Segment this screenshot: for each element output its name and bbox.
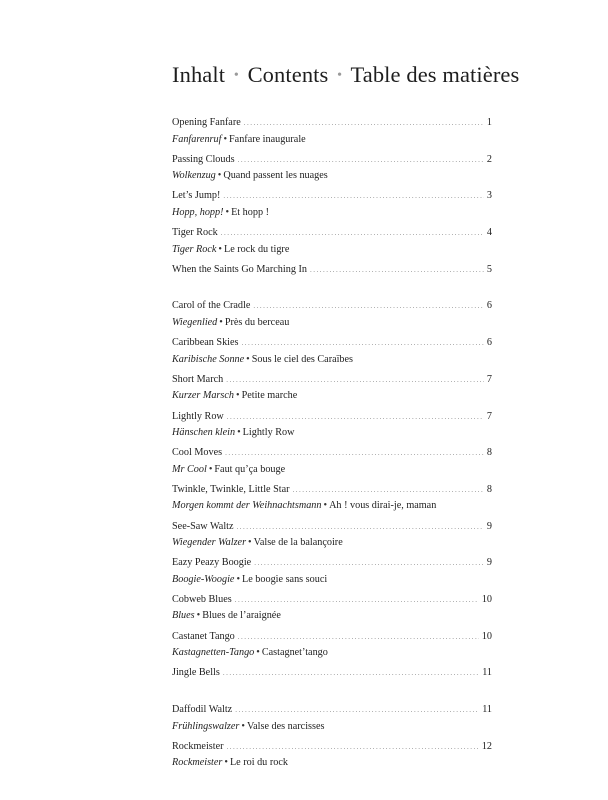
toc-entry[interactable] [172,520,492,557]
toc-entry-german-title: Mr Cool [172,463,207,475]
toc-entry-german-title: Kastagnetten-Tango [172,647,255,659]
toc-entry-main-line [172,410,492,424]
page-title [172,62,519,88]
bullet-separator: • [217,170,222,182]
toc-entry[interactable] [172,226,492,263]
toc-entry-page-number: 9 [486,557,492,569]
toc-entry[interactable] [172,630,492,667]
toc-entry-german-title: Wolkenzug [172,170,216,182]
bullet-separator: • [235,390,240,402]
toc-entry-main-line [172,483,492,497]
toc-entry-french-title: Blues de l’araignée [202,610,281,622]
toc-entry-title: When the Saints Go Marching In [172,263,307,275]
toc-entry-german-title: Hopp, hopp! [172,206,224,218]
dot-leader [221,226,484,240]
toc-entry-subtitle-line [172,389,492,403]
toc-entry-german-title: Wiegenlied [172,316,218,328]
toc-entry-main-line [172,153,492,167]
toc-entry-french-title: Petite marche [241,390,298,402]
toc-entry[interactable] [172,336,492,373]
toc-entry-title: Twinkle, Twinkle, Little Star [172,483,290,495]
toc-entry-title: Daffodil Waltz [172,704,233,715]
toc-entry-page-number: 12 [481,740,492,752]
toc-entry-german-title: Frühlingswalzer [172,720,240,732]
toc-entry[interactable] [172,740,492,777]
dot-leader [253,299,484,313]
toc-entry-title: Eazy Peazy Boogie [172,557,252,569]
toc-entry-main-line [172,556,492,570]
toc-entry-page-number: 8 [486,483,492,495]
toc-entry-subtitle-line [172,720,492,734]
title-separator: • [337,68,343,83]
bullet-separator: • [237,427,241,438]
dot-leader [238,153,484,167]
toc-entry-french-title: Fanfare inaugurale [229,133,306,145]
toc-entry-page-number: 8 [486,447,492,459]
toc-entry-german-title: Tiger Rock [172,243,217,255]
toc-entry[interactable] [172,446,492,483]
toc-entry-main-line [172,116,492,130]
toc-entry-german-title: Kurzer Marsch [172,390,234,402]
toc-entry-page-number: 7 [486,373,492,385]
dot-leader [242,336,484,350]
toc-entry[interactable] [172,373,492,410]
toc-entry-page-number: 2 [486,153,492,165]
toc-entry-main-line [172,740,492,754]
toc-entry-page-number: 11 [482,667,492,679]
toc-entry-main-line [172,630,492,644]
toc-entry-page-number: 10 [481,593,492,605]
toc-entry-french-title: Valse des narcisses [246,720,325,732]
dot-leader [223,666,479,680]
bullet-separator: • [218,243,222,255]
bullet-separator: • [219,316,223,328]
bullet-separator: • [236,573,241,585]
toc-entry-subtitle-line [172,426,492,440]
toc-entry-title: Tiger Rock [172,227,218,239]
toc-entry-french-title: Le rock du tigre [224,243,290,255]
toc-entry-title: Castanet Tango [172,630,235,642]
toc-entry-page-number: 9 [486,520,492,532]
toc-entry-main-line [172,520,492,534]
title-separator: • [233,68,239,83]
toc-entry-french-title: Castagnet’tango [261,647,328,659]
toc-entry-title: Lightly Row [172,410,224,422]
toc-entry-title: Short March [172,373,224,385]
toc-entry[interactable] [172,593,492,630]
toc-entry-french-title: Le roi du rock [229,757,288,769]
toc-entry-main-line [172,703,492,717]
toc-entry[interactable] [172,703,492,740]
toc-entry-title: Opening Fanfare [172,117,241,128]
title-french: Table des matières [350,62,520,87]
dot-leader [227,740,479,754]
bullet-separator: • [256,647,260,659]
toc-entry-page-number: 4 [486,227,492,239]
toc-entry[interactable] [172,116,492,153]
bullet-separator: • [208,463,213,475]
bullet-separator: • [196,610,201,622]
toc-entry-subtitle-line [172,243,492,257]
toc-entry-main-line [172,189,492,203]
bullet-separator: • [224,757,228,769]
toc-entry-page-number: 10 [481,630,492,642]
dot-leader [235,703,479,717]
toc-entry[interactable] [172,299,492,336]
toc-entry[interactable] [172,189,492,226]
toc-entry-french-title: Sous le ciel des Caraïbes [251,353,354,365]
toc-entry-title: See-Saw Waltz [172,520,234,532]
toc-entry-title: Caribbean Skies [172,337,239,349]
bullet-separator: • [241,720,245,732]
toc-entry-german-title: Boogie-Woogie [172,573,235,585]
toc-entry-main-line [172,226,492,240]
toc-entry-subtitle-line [172,206,492,220]
toc-entry-french-title: Près du berceau [224,316,290,328]
bullet-separator: • [223,133,228,145]
toc-entry-subtitle-line [172,133,492,147]
bullet-separator: • [323,500,328,512]
toc-entry-subtitle-line [172,463,492,477]
toc-entry-subtitle-line [172,499,492,513]
dot-leader [227,410,484,424]
dot-leader [223,189,484,203]
toc-entry-french-title: Faut qu’ça bouge [214,463,286,475]
toc-entry-german-title: Blues [172,610,195,622]
dot-leader [310,263,484,277]
toc-entry-main-line [172,373,492,387]
toc-entry-main-line [172,299,492,313]
dot-leader [225,446,484,460]
dot-leader [293,483,484,497]
dot-leader [254,556,484,570]
toc-entry-german-title: Wiegender Walzer [172,537,247,549]
toc-entry[interactable] [172,556,492,593]
toc-entry-german-title: Rockmeister [172,757,223,769]
toc-entry-page-number: 1 [486,117,492,128]
toc-entry-main-line [172,263,492,277]
toc-entry-french-title: Ah ! vous dirai-je, maman [329,500,437,512]
toc-entry-subtitle-line [172,573,492,587]
dot-leader [226,373,484,387]
toc-entry-subtitle-line [172,353,492,367]
toc-entry[interactable] [172,263,492,300]
toc-entry-french-title: Quand passent les nuages [223,170,328,182]
toc-entry-french-title: Le boogie sans souci [242,573,328,585]
toc-entry-main-line [172,446,492,460]
dot-leader [237,520,484,534]
toc-entry[interactable] [172,666,492,703]
toc-entry-page-number: 3 [486,190,492,202]
toc-entry-german-title: Fanfarenruf [172,133,222,145]
toc-entry-german-title: Hänschen klein [172,427,236,438]
title-german: Inhalt [172,62,226,87]
toc-entry-subtitle-line [172,609,492,623]
toc-entry-page-number: 11 [482,704,492,715]
toc-entry[interactable] [172,483,492,520]
bullet-separator: • [248,537,252,549]
toc-entry-subtitle-line [172,169,492,183]
toc-entry-german-title: Morgen kommt der Weihnachtsmann [172,500,322,512]
toc-entry-french-title: Valse de la balançoire [253,537,343,549]
toc-entry-title: Jingle Bells [172,667,220,679]
bullet-separator: • [225,206,230,218]
toc-entry-page-number: 7 [486,410,492,422]
toc-entry-subtitle-line [172,756,492,770]
toc-entry[interactable] [172,153,492,190]
toc-entry-subtitle-line [172,536,492,550]
toc-entry-title: Let’s Jump! [172,190,221,202]
toc-entry-main-line [172,666,492,680]
toc-entry-main-line [172,593,492,607]
dot-leader [244,116,484,130]
toc-entry-title: Carol of the Cradle [172,300,251,312]
title-english: Contents [247,62,329,87]
toc-entry-title: Cool Moves [172,447,223,459]
toc-entry-subtitle-line [172,316,492,330]
toc-entry-subtitle-line [172,646,492,660]
toc-entry-page-number: 5 [486,263,492,275]
toc-entry-main-line [172,336,492,350]
dot-leader [235,593,479,607]
toc-entry-page-number: 6 [486,300,492,312]
toc-entry[interactable] [172,410,492,447]
toc-entry-page-number: 6 [486,337,492,349]
table-of-contents [172,116,492,776]
dot-leader [238,630,479,644]
bullet-separator: • [246,353,250,365]
toc-entry-french-title: Et hopp ! [231,206,269,218]
toc-entry-german-title: Karibische Sonne [172,353,245,365]
toc-entry-title: Cobweb Blues [172,593,232,605]
toc-entry-title: Passing Clouds [172,153,235,165]
toc-entry-title: Rockmeister [172,740,224,752]
toc-entry-french-title: Lightly Row [242,427,295,438]
